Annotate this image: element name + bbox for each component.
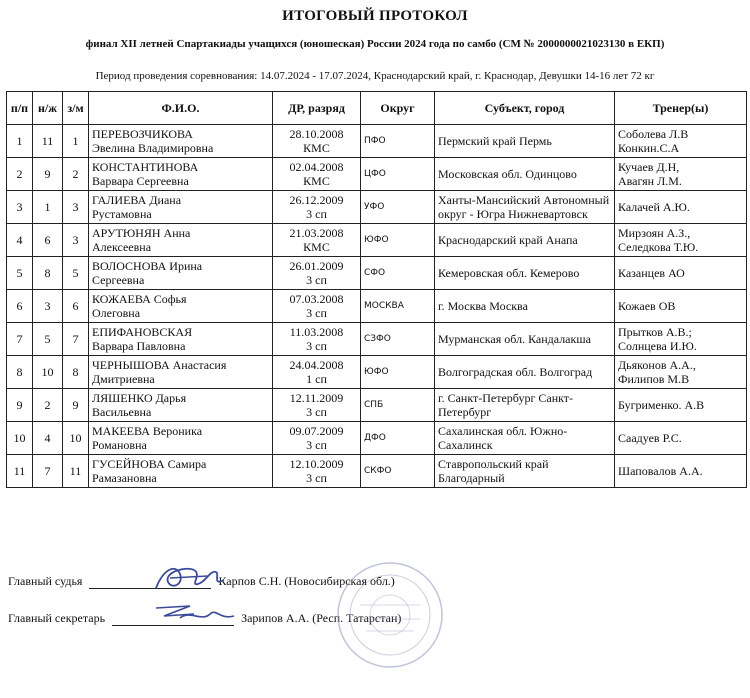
- athlete-rank: 3 сп: [306, 471, 327, 485]
- col-header-name: Ф.И.О.: [89, 92, 273, 125]
- athlete-dob: 07.03.2008: [289, 292, 344, 306]
- athlete-rank: 1 сп: [306, 372, 327, 386]
- cell-zm: 6: [63, 290, 89, 323]
- cell-region: Мурманская обл. Кандалакша: [435, 323, 615, 356]
- cell-nzh: 3: [33, 290, 63, 323]
- cell-name: [89, 422, 273, 455]
- athlete-rank: 3 сп: [306, 273, 327, 287]
- table-header-row: [7, 92, 747, 125]
- athlete-surname: ПЕРЕВОЗЧИКОВА: [92, 127, 193, 141]
- cell-okrug: СКФО: [361, 455, 435, 488]
- athlete-given-name: Олеговна: [92, 306, 141, 320]
- cell-dob-rank: [273, 257, 361, 290]
- results-table: [6, 91, 747, 488]
- official-stamp: [330, 555, 450, 675]
- cell-zm: 3: [63, 224, 89, 257]
- cell-pp: 10: [7, 422, 33, 455]
- athlete-surname: ГАЛИЕВА Диана: [92, 193, 182, 207]
- competition-subtitle: финал XII летней Спартакиады учащихся (юношеская) России 2024 года по самбо (СМ № 2000000021023130 в ЕКП): [85, 38, 665, 50]
- athlete-dob: 09.07.2009: [289, 424, 344, 438]
- table-row: [7, 290, 747, 323]
- athlete-dob: 12.10.2009: [289, 457, 344, 471]
- athlete-surname: АРУТЮНЯН Анна: [92, 226, 191, 240]
- cell-okrug: ДФО: [361, 422, 435, 455]
- cell-name: [89, 158, 273, 191]
- cell-coach: Дьяконов А.А., Филипов М.В: [615, 356, 747, 389]
- athlete-surname: ЕПИФАНОВСКАЯ: [92, 325, 193, 339]
- table-row: [7, 422, 747, 455]
- athlete-given-name: Васильевна: [92, 405, 152, 419]
- athlete-dob: 26.01.2009: [289, 259, 344, 273]
- cell-okrug: СФО: [361, 257, 435, 290]
- athlete-surname: МАКЕЕВА Вероника: [92, 424, 203, 438]
- document-title: ИТОГОВЫЙ ПРОТОКОЛ: [282, 8, 468, 24]
- col-header-pp: п/п: [7, 92, 33, 125]
- athlete-given-name: Эвелина Владимировна: [92, 141, 214, 155]
- col-header-nzh: н/ж: [33, 92, 63, 125]
- cell-nzh: 4: [33, 422, 63, 455]
- cell-coach: Казанцев АО: [615, 257, 747, 290]
- cell-okrug: ЦФО: [361, 158, 435, 191]
- cell-okrug: СПБ: [361, 389, 435, 422]
- cell-nzh: 5: [33, 323, 63, 356]
- cell-coach: Мирзоян А.З., Селедкова Т.Ю.: [615, 224, 747, 257]
- cell-okrug: ПФО: [361, 125, 435, 158]
- cell-name: [89, 125, 273, 158]
- cell-coach: Соболева Л.В Конкин.С.А: [615, 125, 747, 158]
- cell-pp: 2: [7, 158, 33, 191]
- cell-pp: 4: [7, 224, 33, 257]
- chief-secretary-label: Главный секретарь: [8, 611, 106, 625]
- cell-region: Сахалинская обл. Южно-Сахалинск: [435, 422, 615, 455]
- chief-secretary-signature: [150, 600, 240, 626]
- cell-region: г. Санкт-Петербург Санкт-Петербург: [435, 389, 615, 422]
- athlete-dob: 12.11.2009: [289, 391, 344, 405]
- athlete-rank: КМС: [303, 240, 330, 254]
- cell-zm: 1: [63, 125, 89, 158]
- athlete-given-name: Рамазановна: [92, 471, 157, 485]
- athlete-dob: 26.12.2009: [289, 193, 344, 207]
- cell-pp: 11: [7, 455, 33, 488]
- table-row: [7, 323, 747, 356]
- cell-name: [89, 224, 273, 257]
- col-header-okrug: Округ: [361, 92, 435, 125]
- athlete-given-name: Дмитриевна: [92, 372, 155, 386]
- cell-dob-rank: [273, 455, 361, 488]
- cell-name: [89, 191, 273, 224]
- cell-dob-rank: [273, 158, 361, 191]
- col-header-zm: з/м: [63, 92, 89, 125]
- cell-coach: Саадуев Р.С.: [615, 422, 747, 455]
- cell-nzh: 8: [33, 257, 63, 290]
- table-row: [7, 125, 747, 158]
- athlete-dob: 24.04.2008: [289, 358, 344, 372]
- cell-okrug: ЮФО: [361, 356, 435, 389]
- cell-region: г. Москва Москва: [435, 290, 615, 323]
- cell-region: Кемеровская обл. Кемерово: [435, 257, 615, 290]
- cell-zm: 3: [63, 191, 89, 224]
- cell-dob-rank: [273, 356, 361, 389]
- cell-nzh: 11: [33, 125, 63, 158]
- cell-region: Волгоградская обл. Волгоград: [435, 356, 615, 389]
- cell-region: Ханты-Мансийский Автономный округ - Югра Нижневартовск: [435, 191, 615, 224]
- cell-coach: Кучаев Д.Н, Авагян Л.М.: [615, 158, 747, 191]
- athlete-surname: ГУСЕЙНОВА Самира: [92, 457, 207, 471]
- athlete-dob: 02.04.2008: [289, 160, 344, 174]
- cell-pp: 6: [7, 290, 33, 323]
- table-row: [7, 224, 747, 257]
- cell-pp: 3: [7, 191, 33, 224]
- col-header-coach: Тренер(ы): [615, 92, 747, 125]
- athlete-given-name: Варвара Сергеевна: [92, 174, 189, 188]
- athlete-rank: 3 сп: [306, 339, 327, 353]
- cell-dob-rank: [273, 323, 361, 356]
- cell-zm: 10: [63, 422, 89, 455]
- cell-name: [89, 257, 273, 290]
- athlete-surname: ВОЛОСНОВА Ирина: [92, 259, 203, 273]
- athlete-surname: КОНСТАНТИНОВА: [92, 160, 199, 174]
- athlete-rank: 3 сп: [306, 207, 327, 221]
- cell-zm: 9: [63, 389, 89, 422]
- athlete-surname: ЧЕРНЫШОВА Анастасия: [92, 358, 227, 372]
- athlete-given-name: Сергеевна: [92, 273, 145, 287]
- table-row: [7, 257, 747, 290]
- athlete-dob: 28.10.2008: [289, 127, 344, 141]
- cell-region: Ставропольский край Благодарный: [435, 455, 615, 488]
- cell-nzh: 9: [33, 158, 63, 191]
- athlete-rank: 3 сп: [306, 438, 327, 452]
- cell-name: [89, 356, 273, 389]
- cell-name: [89, 323, 273, 356]
- cell-region: Краснодарский край Анапа: [435, 224, 615, 257]
- chief-judge-name: Карпов С.Н. (Новосибирская обл.): [218, 574, 395, 588]
- cell-pp: 5: [7, 257, 33, 290]
- cell-nzh: 10: [33, 356, 63, 389]
- cell-dob-rank: [273, 191, 361, 224]
- cell-okrug: СЗФО: [361, 323, 435, 356]
- athlete-dob: 21.03.2008: [289, 226, 344, 240]
- cell-coach: Кожаев ОВ: [615, 290, 747, 323]
- table-row: [7, 455, 747, 488]
- cell-pp: 9: [7, 389, 33, 422]
- cell-coach: Калачей А.Ю.: [615, 191, 747, 224]
- athlete-rank: 3 сп: [306, 306, 327, 320]
- cell-pp: 8: [7, 356, 33, 389]
- cell-dob-rank: [273, 422, 361, 455]
- cell-nzh: 7: [33, 455, 63, 488]
- table-row: [7, 158, 747, 191]
- athlete-rank: КМС: [303, 141, 330, 155]
- cell-nzh: 2: [33, 389, 63, 422]
- cell-nzh: 6: [33, 224, 63, 257]
- col-header-dob: ДР, разряд: [273, 92, 361, 125]
- col-header-region: Субъект, город: [435, 92, 615, 125]
- cell-nzh: 1: [33, 191, 63, 224]
- athlete-surname: ЛЯШЕНКО Дарья: [92, 391, 187, 405]
- cell-coach: Прытков А.В.; Солнцева И.Ю.: [615, 323, 747, 356]
- cell-dob-rank: [273, 290, 361, 323]
- chief-judge-label: Главный судья: [8, 574, 83, 588]
- cell-dob-rank: [273, 224, 361, 257]
- table-row: [7, 191, 747, 224]
- cell-zm: 5: [63, 257, 89, 290]
- cell-coach: Шаповалов А.А.: [615, 455, 747, 488]
- athlete-given-name: Варвара Павловна: [92, 339, 186, 353]
- athlete-given-name: Алексеевна: [92, 240, 152, 254]
- athlete-given-name: Романовна: [92, 438, 147, 452]
- competition-period: Период проведения соревнования: 14.07.2024 - 17.07.2024, Краснодарский край, г. Краснодар, Девушки 14-16 лет 72 кг: [95, 70, 655, 82]
- cell-name: [89, 389, 273, 422]
- chief-secretary-name: Зарипов А.А. (Респ. Татарстан): [241, 611, 402, 625]
- athlete-surname: КОЖАЕВА Софья: [92, 292, 187, 306]
- athlete-rank: 3 сп: [306, 405, 327, 419]
- cell-zm: 8: [63, 356, 89, 389]
- cell-okrug: УФО: [361, 191, 435, 224]
- chief-judge-signature: [150, 560, 230, 596]
- table-row: [7, 389, 747, 422]
- cell-region: Пермский край Пермь: [435, 125, 615, 158]
- cell-coach: Бугрименко. А.В: [615, 389, 747, 422]
- athlete-dob: 11.03.2008: [289, 325, 344, 339]
- cell-dob-rank: [273, 389, 361, 422]
- cell-okrug: ЮФО: [361, 224, 435, 257]
- cell-zm: 11: [63, 455, 89, 488]
- table-row: [7, 356, 747, 389]
- cell-name: [89, 290, 273, 323]
- cell-name: [89, 455, 273, 488]
- cell-pp: 7: [7, 323, 33, 356]
- athlete-rank: КМС: [303, 174, 330, 188]
- cell-dob-rank: [273, 125, 361, 158]
- cell-zm: 2: [63, 158, 89, 191]
- cell-region: Московская обл. Одинцово: [435, 158, 615, 191]
- cell-okrug: МОСКВА: [361, 290, 435, 323]
- athlete-given-name: Рустамовна: [92, 207, 152, 221]
- cell-zm: 7: [63, 323, 89, 356]
- cell-pp: 1: [7, 125, 33, 158]
